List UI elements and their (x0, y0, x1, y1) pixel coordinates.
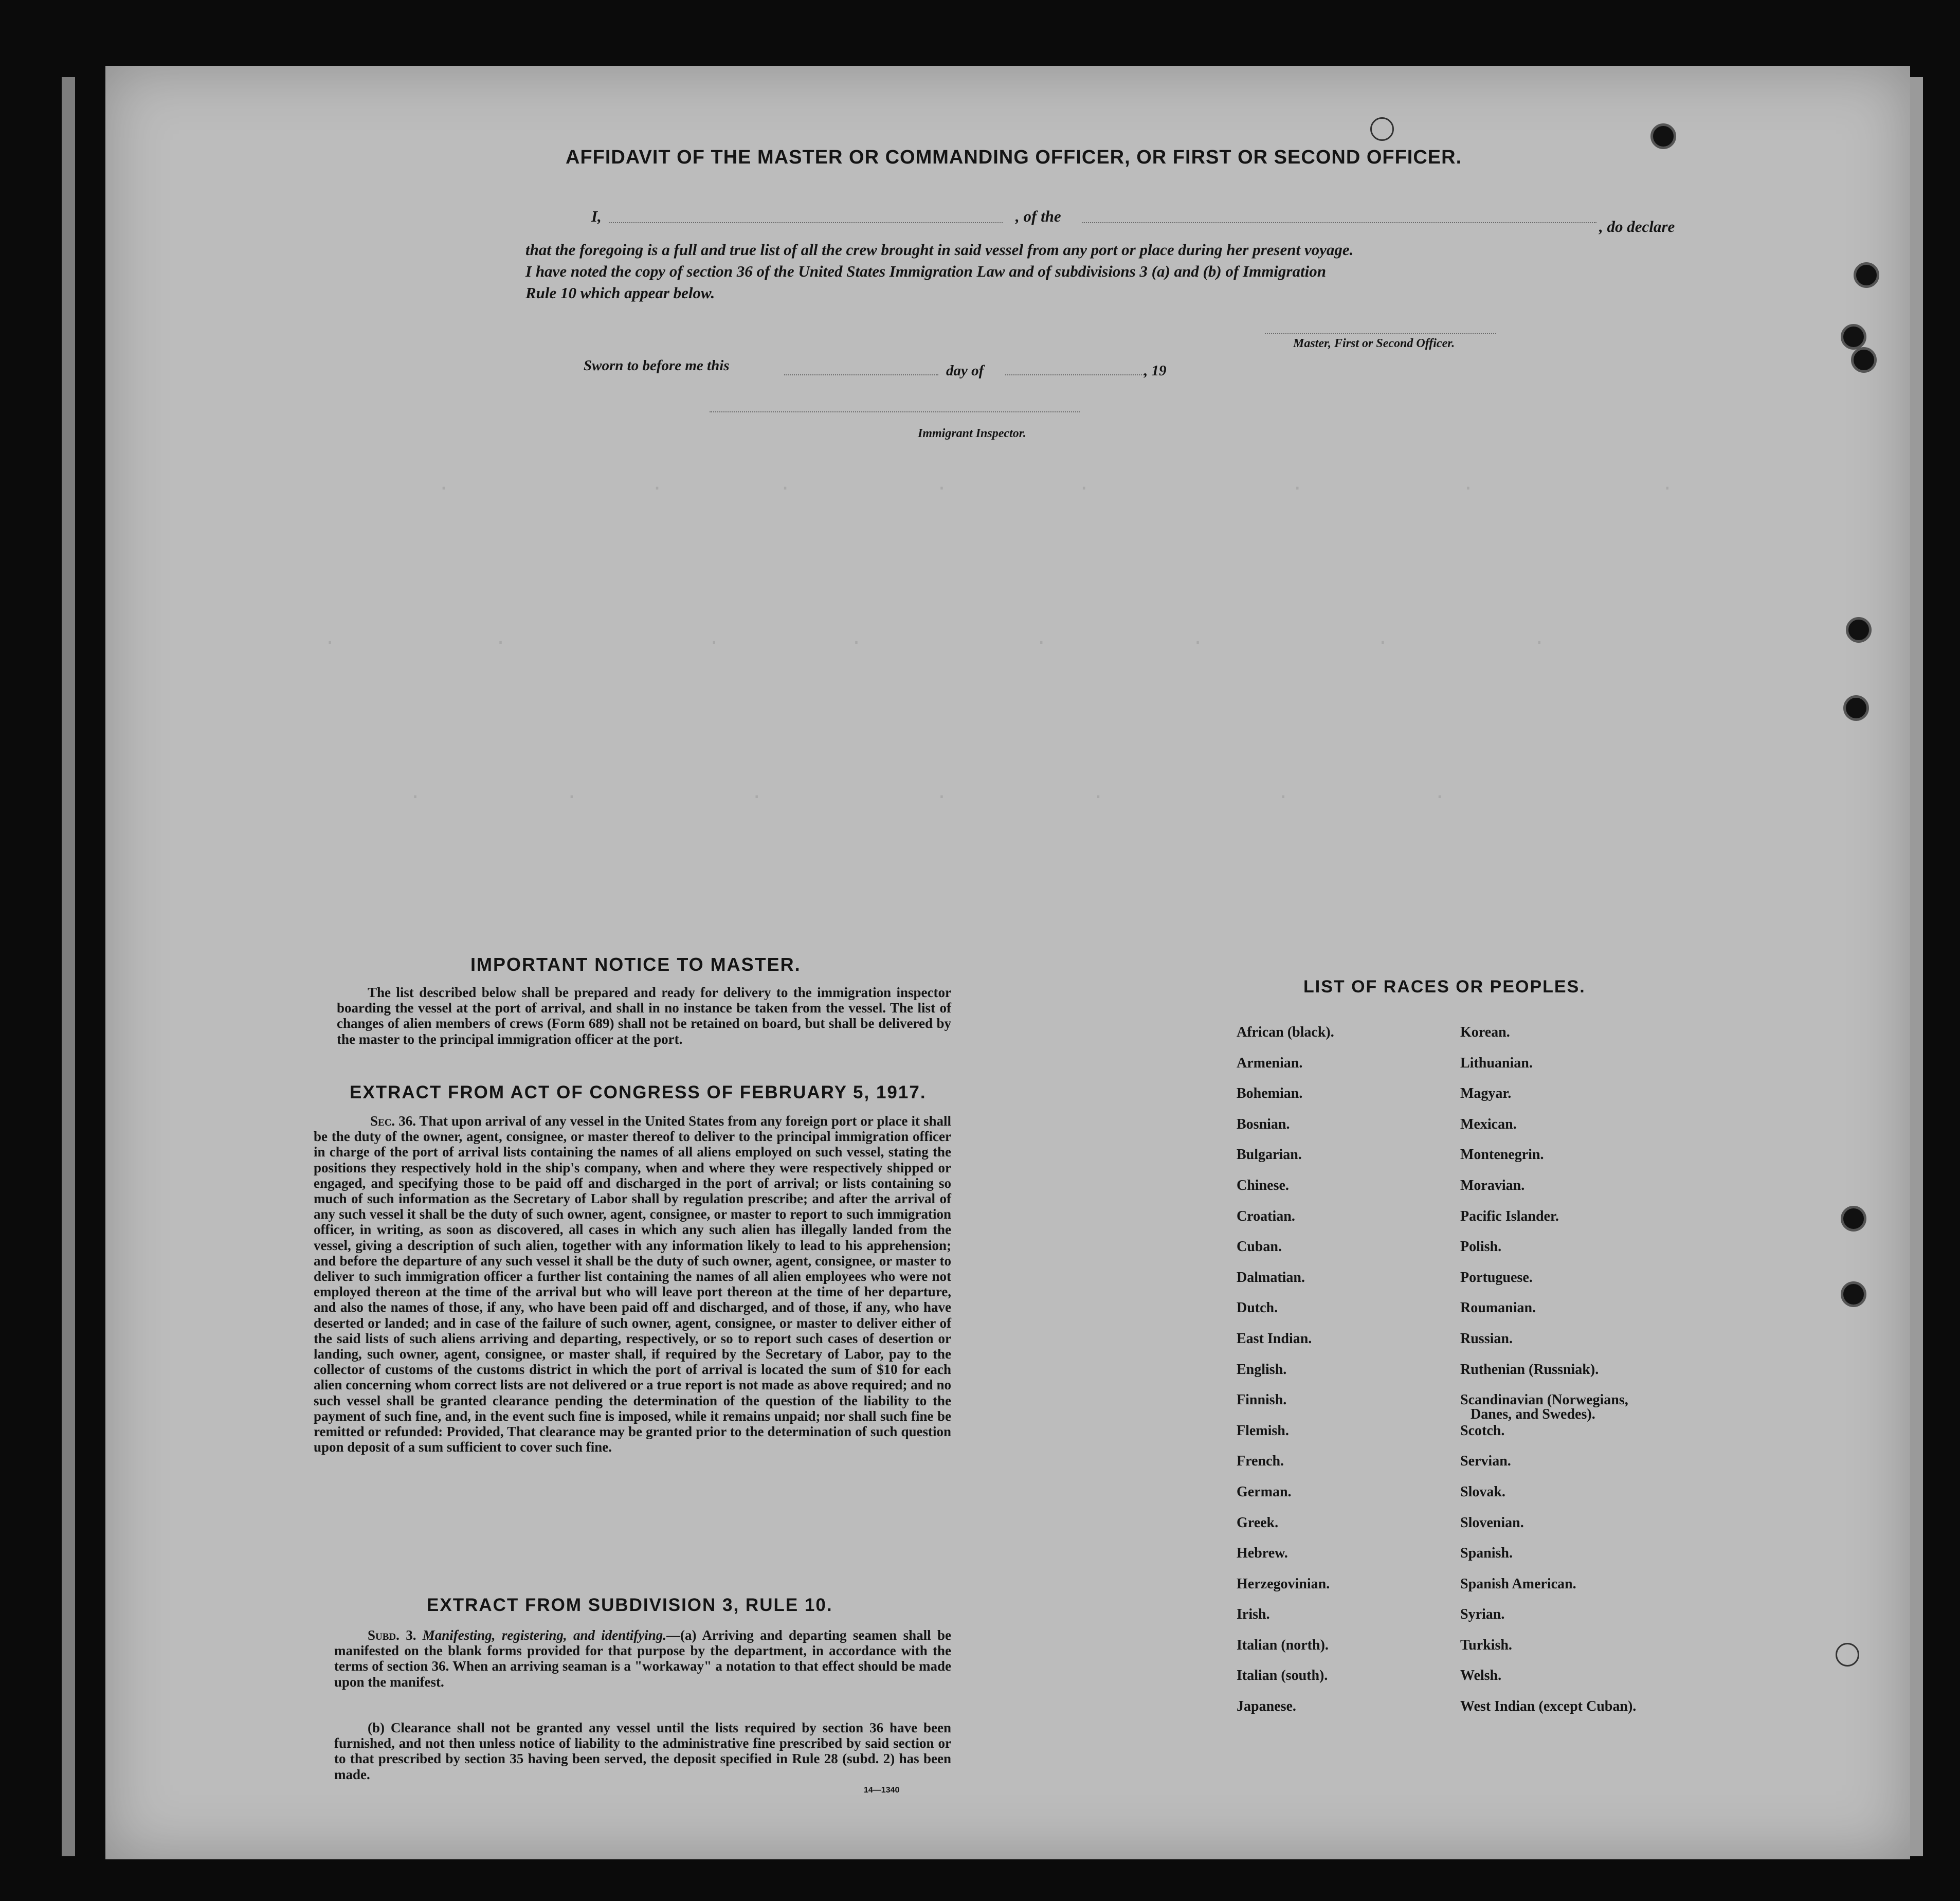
race-item: Russian. (1460, 1330, 1513, 1347)
punch-hole-icon (1650, 123, 1676, 149)
sworn-day-blank (784, 374, 938, 375)
act-extract-lead: Sec. 36. (370, 1113, 416, 1129)
race-item: Irish. (1237, 1606, 1270, 1623)
race-item: Spanish American. (1460, 1576, 1576, 1592)
race-item: Slovenian. (1460, 1514, 1524, 1531)
race-item: Roumanian. (1460, 1300, 1536, 1316)
race-item: African (black). (1237, 1024, 1334, 1040)
race-item: Hebrew. (1237, 1545, 1288, 1562)
race-item: Servian. (1460, 1453, 1511, 1470)
race-item: Portuguese. (1460, 1269, 1533, 1286)
punch-hole-icon (1836, 1643, 1859, 1667)
master-signature-label: Master, First or Second Officer. (1293, 337, 1455, 350)
punch-hole-icon (1846, 617, 1872, 643)
race-item (1460, 1392, 1636, 1423)
race-item: Slovak. (1460, 1483, 1505, 1500)
race-item: Pacific Islander. (1460, 1208, 1559, 1224)
race-item: Dalmatian. (1237, 1269, 1305, 1286)
affidavit-line-2: that the foregoing is a full and true list of all the crew brought in said vessel from any port or place during her present voyage. (525, 241, 1354, 259)
inspector-signature-line (710, 411, 1080, 412)
sworn-prefix: Sworn to before me this (584, 357, 730, 374)
rule-extract-lead: Subd. 3. (368, 1627, 416, 1643)
punch-hole-icon (1370, 117, 1394, 141)
master-signature-line (1265, 333, 1496, 334)
race-item: East Indian. (1237, 1330, 1312, 1347)
race-item: German. (1237, 1483, 1292, 1500)
races-title: LIST OF RACES OR PEOPLES. (1303, 977, 1586, 997)
race-item: Lithuanian. (1460, 1055, 1533, 1071)
punch-hole-icon (1841, 1206, 1866, 1232)
race-item: Bohemian. (1237, 1085, 1303, 1102)
affidavit-line-3: I have noted the copy of section 36 of the United States Immigration Law and of subdivisions 3 (a) and (b) of Immigration (525, 262, 1326, 280)
act-extract-section (314, 1113, 951, 1455)
race-item: Mexican. (1460, 1116, 1517, 1132)
left-page-edge (62, 77, 75, 1856)
races-right-column (1460, 1024, 1636, 1729)
race-item: Moravian. (1460, 1177, 1525, 1193)
race-item: Welsh. (1460, 1668, 1502, 1684)
race-item: Magyar. (1460, 1085, 1512, 1102)
race-item: Chinese. (1237, 1177, 1289, 1193)
race-item: Flemish. (1237, 1422, 1289, 1439)
punch-hole-icon (1843, 695, 1869, 721)
sworn-month-blank (1005, 374, 1144, 375)
inspector-signature-label: Immigrant Inspector. (918, 427, 1026, 440)
notice-body: The list described below shall be prepared and ready for delivery to the immigration inspector boarding the vessel at the port of arrival, and shall in no instance be taken from the vessel. The list of changes of alien members of crews (Form 689) shall not be retained on board, but shall be delivered by the master to the principal immigration officer at the port. (337, 985, 951, 1047)
race-item: Italian (north). (1237, 1637, 1329, 1653)
notice-title: IMPORTANT NOTICE TO MASTER. (470, 954, 801, 975)
act-extract-title: EXTRACT FROM ACT OF CONGRESS OF FEBRUARY 5, 1917. (350, 1082, 927, 1102)
sworn-year: , 19 (1144, 363, 1167, 379)
race-item: Polish. (1460, 1239, 1502, 1255)
rule-extract-para-a-text: —(a) Arriving and departing seamen shall be manifested on the blank forms provided for that purpose by the department, in accordance with the terms of section 36. When an arriving seaman is a "workaway" a notation to that effect should be made upon the manifest. (334, 1627, 951, 1690)
race-item: Scotch. (1460, 1422, 1505, 1439)
race-item-scandinavian-cont: Danes, and Swedes). (1471, 1406, 1595, 1423)
rule-extract-para-b: (b) Clearance shall not be granted any vessel until the lists required by section 36 have been furnished, and not then unless notice of liability to the administrative fine prescribed by said section or to that prescribed by section 35 having been served, the deposit specified in Rule 28 (subd. 2) has been made. (334, 1720, 951, 1782)
race-item: English. (1237, 1361, 1287, 1378)
vessel-blank-line (1082, 222, 1596, 223)
race-item-scandinavian: Scandinavian (Norwegians, (1460, 1392, 1628, 1408)
race-item: Turkish. (1460, 1637, 1512, 1653)
punch-hole-icon (1841, 1281, 1866, 1307)
punch-hole-icon (1841, 324, 1866, 350)
affidavit-i: I, (591, 207, 602, 225)
rule-extract-para-a (334, 1627, 951, 1690)
affidavit-line-4-text: Rule 10 which appear below. (525, 284, 715, 302)
affidavit-line-4 (525, 275, 715, 302)
affidavit-of-the: , of the (1015, 207, 1061, 225)
race-item: Finnish. (1237, 1392, 1287, 1408)
race-item: Syrian. (1460, 1606, 1505, 1623)
punch-hole-icon (1854, 262, 1879, 288)
punch-hole-icon (1851, 347, 1877, 373)
name-blank-line (609, 222, 1003, 223)
race-item: Herzegovinian. (1237, 1576, 1330, 1592)
sworn-day-of: day of (946, 363, 984, 379)
race-item: Greek. (1237, 1514, 1279, 1531)
race-item: Japanese. (1237, 1698, 1296, 1715)
bleed-through-ghost: · · · · · · · · (267, 632, 1548, 654)
document-page (105, 66, 1910, 1859)
race-item: Cuban. (1237, 1239, 1282, 1255)
race-item: Bosnian. (1237, 1116, 1290, 1132)
race-item: Ruthenian (Russniak). (1460, 1361, 1599, 1378)
bleed-through-ghost: · · · · · · · · (267, 478, 1676, 499)
form-number: 14—1340 (864, 1786, 900, 1795)
race-item: Armenian. (1237, 1055, 1303, 1071)
race-item: Dutch. (1237, 1300, 1278, 1316)
race-item: Korean. (1460, 1024, 1510, 1040)
race-item: Italian (south). (1237, 1668, 1328, 1684)
race-item: French. (1237, 1453, 1284, 1470)
bleed-through-ghost: · · · · · · · (267, 787, 1448, 808)
race-item: Spanish. (1460, 1545, 1513, 1562)
affidavit-title: AFFIDAVIT OF THE MASTER OR COMMANDING OFFICER, OR FIRST OR SECOND OFFICER. (566, 147, 1462, 168)
race-item: Bulgarian. (1237, 1147, 1302, 1163)
affidavit-do-declare: , do declare (1599, 218, 1675, 236)
race-item: West Indian (except Cuban). (1460, 1698, 1637, 1715)
rule-extract-title: EXTRACT FROM SUBDIVISION 3, RULE 10. (427, 1595, 833, 1615)
act-extract-body: That upon arrival of any vessel in the United States from any foreign port or place it shall be the duty of the owner, agent, consignee, or master thereof to deliver to the principal immigration officer in charge of the port of arrival lists containing the names of all aliens employed on such vessel, stating the positions they respectively hold in the ship's company, when and where they were respectively shipped or engaged, and specifying those to be paid off and discharged in the port of arrival; or lists containing so much of such information as the Secretary of Labor shall by regulation prescribe; and after the arrival of any such vessel it shall be the duty of such owner, agent, consignee, or master to report to such immigration officer, in writing, as soon as discovered, all cases in which any such alien has illegally landed from the vessel, giving a description of such alien, together with any information likely to lead to his apprehension; and before the departure of any such vessel it shall be the duty of such owner, agent, consignee, or master to deliver to such immigration officer a further list containing the names of all alien employees who were not employed thereon at the time of the arrival but who will leave port thereon at the time of her departure, and also the names of those, if any, who have been paid off and discharged, and of those, if any, who have deserted or landed; and in case of the failure of such owner, agent, consignee, or master to deliver either of the said lists of such aliens arriving and departing, respectively, or so to report such cases of desertion or landing, such owner, agent, consignee, or master shall, if required by the Secretary of Labor, pay to the collector of customs of the customs district in which the port of arrival is located the sum of $10 for each alien concerning whom correct lists are not delivered or a true report is not made as above required; and no such vessel shall be granted clearance pending the determination of the question of the liability to the payment of such fine, and, in the event such fine is imposed, while it remains unpaid; nor shall such fine be remitted or refunded: Provided, That clearance may be granted prior to the determination of such question upon deposit of a sum sufficient to cover such fine. (314, 1113, 951, 1455)
rule-extract-heading: Manifesting, registering, and identifying. (422, 1627, 667, 1643)
races-left-column (1237, 1024, 1334, 1729)
race-item: Montenegrin. (1460, 1147, 1544, 1163)
race-item: Croatian. (1237, 1208, 1295, 1224)
